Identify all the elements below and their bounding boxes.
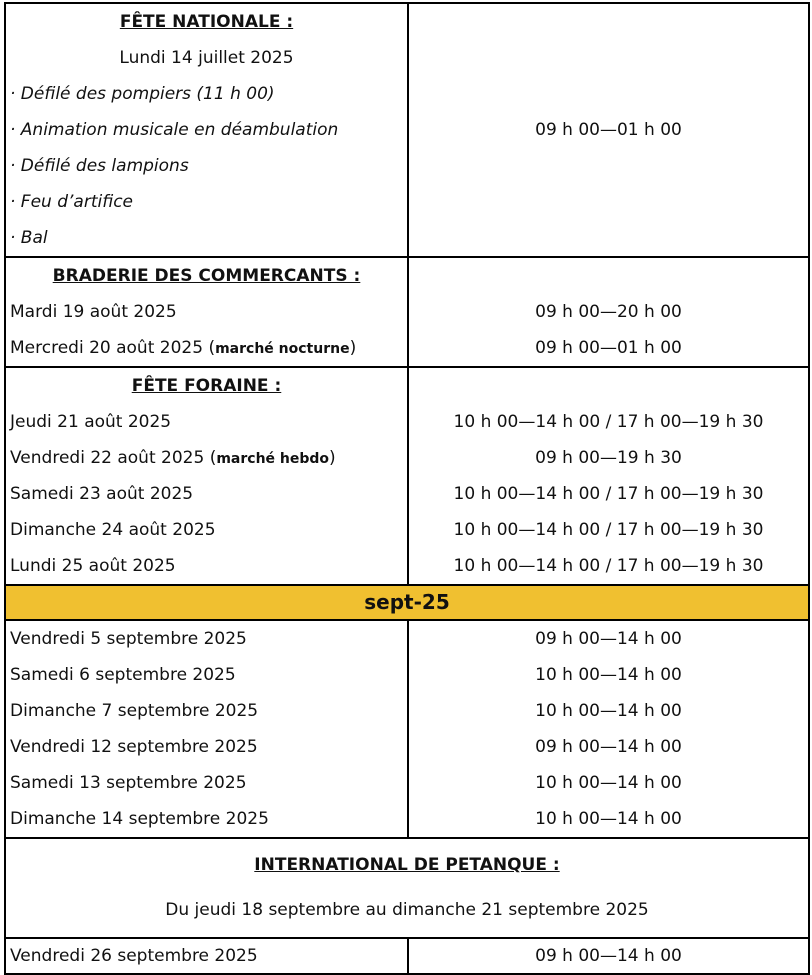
event-date: Samedi 23 août 2025 xyxy=(10,484,194,504)
month-label: sept-25 xyxy=(5,585,809,620)
event-date: Dimanche 7 septembre 2025 xyxy=(10,701,259,721)
event-item: · Animation musicale en déambulation xyxy=(10,120,339,140)
event-date-row: Vendredi 22 août 2025 (marché hebdo) xyxy=(10,448,336,468)
hours-cell xyxy=(408,3,809,257)
fete-nationale-details xyxy=(5,3,408,257)
event-date: Mardi 19 août 2025 xyxy=(10,302,177,322)
event-date: Mercredi 20 août 2025 xyxy=(10,338,204,358)
event-item: · Défilé des lampions xyxy=(10,156,189,176)
event-item: · Défilé des pompiers (11 h 00) xyxy=(10,84,275,104)
event-item: · Feu d’artifice xyxy=(10,192,134,212)
hours-cell xyxy=(408,257,809,367)
event-hours: 10 h 00—14 h 00 / 17 h 00—19 h 30 xyxy=(453,556,764,576)
event-date: Vendredi 5 septembre 2025 xyxy=(10,629,247,649)
event-date: Lundi 14 juillet 2025 xyxy=(119,48,294,68)
schedule-table xyxy=(4,2,810,975)
event-date: Jeudi 21 août 2025 xyxy=(10,412,172,432)
event-hours: 09 h 00—14 h 00 xyxy=(535,629,682,649)
event-hours: 10 h 00—14 h 00 / 17 h 00—19 h 30 xyxy=(453,520,764,540)
section-title: FÊTE NATIONALE : xyxy=(119,12,294,32)
section-fete-foraine xyxy=(5,367,809,585)
hours-cell xyxy=(408,367,809,585)
section-fete-nationale xyxy=(5,3,809,257)
section-petanque xyxy=(5,838,809,938)
september-dates xyxy=(5,620,408,838)
event-date: Samedi 13 septembre 2025 xyxy=(10,773,247,793)
event-note: marché nocturne xyxy=(215,341,350,357)
fete-foraine-details xyxy=(5,367,408,585)
section-title: FÊTE FORAINE : xyxy=(131,376,282,396)
braderie-details xyxy=(5,257,408,367)
event-hours: 09 h 00—01 h 00 xyxy=(535,338,682,358)
section-title: BRADERIE DES COMMERCANTS : xyxy=(52,266,361,286)
month-banner xyxy=(5,585,809,620)
event-hours: 09 h 00—01 h 00 xyxy=(535,120,682,140)
event-date-row: Mercredi 20 août 2025 (marché nocturne) xyxy=(10,338,357,358)
event-hours: 10 h 00—14 h 00 xyxy=(535,701,682,721)
event-date: Vendredi 12 septembre 2025 xyxy=(10,737,258,757)
event-date: Dimanche 24 août 2025 xyxy=(10,520,216,540)
event-date: Dimanche 14 septembre 2025 xyxy=(10,809,269,829)
event-hours: 10 h 00—14 h 00 / 17 h 00—19 h 30 xyxy=(453,412,764,432)
petanque-details xyxy=(5,838,809,938)
event-date: Samedi 6 septembre 2025 xyxy=(10,665,236,685)
section-title: INTERNATIONAL DE PETANQUE : xyxy=(254,855,560,875)
event-hours: 10 h 00—14 h 00 xyxy=(535,809,682,829)
section-september xyxy=(5,620,809,838)
event-hours: 10 h 00—14 h 00 xyxy=(535,665,682,685)
event-note: marché hebdo xyxy=(216,451,330,467)
event-hours: 09 h 00—19 h 30 xyxy=(535,448,682,468)
event-hours: 10 h 00—14 h 00 xyxy=(535,773,682,793)
event-hours: 10 h 00—14 h 00 / 17 h 00—19 h 30 xyxy=(453,484,764,504)
hours-cell xyxy=(408,620,809,838)
event-date: Vendredi 22 août 2025 xyxy=(10,448,205,468)
event-item: · Bal xyxy=(10,228,48,248)
event-date: Lundi 25 août 2025 xyxy=(10,556,176,576)
event-dates: Du jeudi 18 septembre au dimanche 21 septembre 2025 xyxy=(165,900,649,920)
event-hours: 09 h 00—14 h 00 xyxy=(535,946,682,966)
section-braderie xyxy=(5,257,809,367)
event-date: Vendredi 26 septembre 2025 xyxy=(10,946,258,966)
event-hours: 09 h 00—14 h 00 xyxy=(535,737,682,757)
event-hours: 09 h 00—20 h 00 xyxy=(535,302,682,322)
